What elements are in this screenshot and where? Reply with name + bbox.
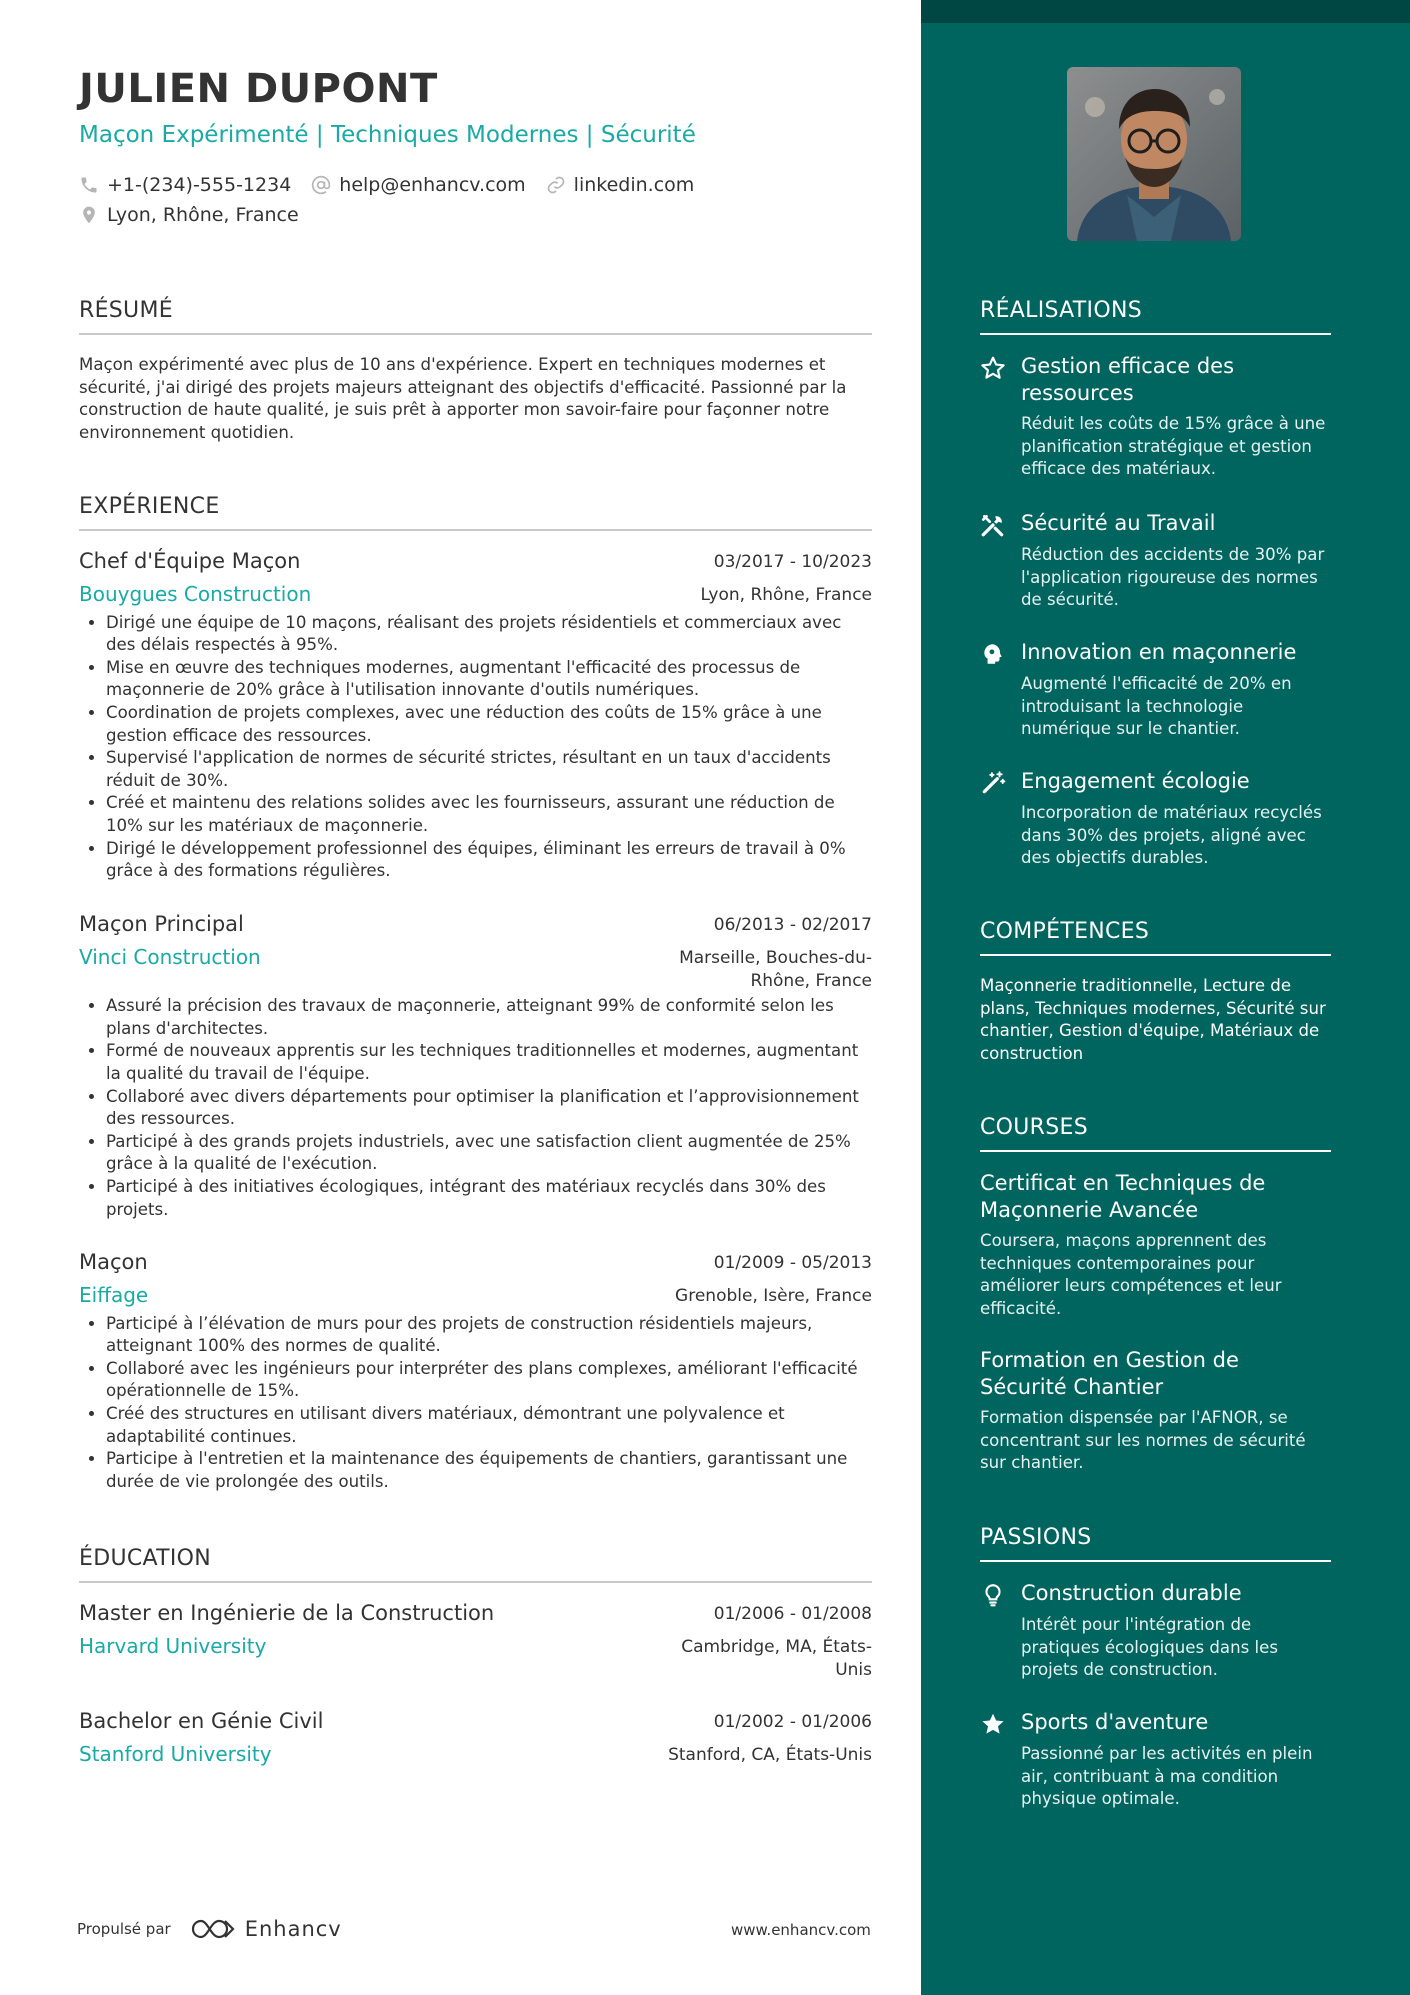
summary-text: Maçon expérimenté avec plus de 10 ans d'expérience. Expert en techniques modernes et sécurité, j'ai dirigé des projets majeurs atteignant des objectifs d'efficacité. Passionné par la construction de haute qualité, je suis prêt à apporter mon savoir-faire pour façonner notre environnement quotidien.	[79, 355, 847, 442]
job-title: Maçon Principal	[79, 912, 244, 936]
education-degree: Bachelor en Génie Civil	[79, 1709, 324, 1733]
passion-desc: Passionné par les activités en plein air, contribuant à ma condition physique optimale.	[1021, 1744, 1313, 1809]
job-bullets	[79, 995, 872, 1221]
contact-info	[79, 170, 879, 230]
skills-section-title: COMPÉTENCES	[980, 919, 1331, 956]
achievement-desc: Incorporation de matériaux recyclés dans 30% des projets, aligné avec des objectifs durables.	[1021, 803, 1322, 868]
job-dates: 03/2017 - 10/2023	[713, 552, 872, 572]
achievement-title: Innovation en maçonnerie	[1021, 640, 1297, 664]
magic-wand-icon	[980, 770, 1006, 796]
achievement-desc: Augmenté l'efficacité de 20% en introduisant la technologie numérique sur le chantier.	[1021, 674, 1292, 739]
job-bullet: • Participé à l’élévation de murs pour des projets de construction résidentiels majeurs, atteignant 100% des normes de qualité.	[106, 1313, 872, 1358]
education-entry	[79, 1709, 872, 1767]
achievement-desc: Réduit les coûts de 15% grâce à une planification stratégique et gestion efficace des matériaux.	[1021, 414, 1326, 479]
profile-photo	[1067, 67, 1241, 241]
job-bullet: • Supervisé l'application de normes de sécurité strictes, résultant en un taux d'accidents réduit de 30%.	[106, 747, 872, 792]
passions-section-title: PASSIONS	[980, 1525, 1331, 1562]
footer-website[interactable]: www.enhancv.com	[731, 1921, 871, 1939]
contact-location	[79, 204, 299, 226]
achievement-item	[980, 639, 1331, 741]
passion-title: Construction durable	[1021, 1581, 1242, 1605]
education-school: Harvard University	[79, 1634, 267, 1658]
job-bullets	[79, 1313, 872, 1494]
job-bullets	[79, 612, 872, 883]
education-school: Stanford University	[79, 1742, 272, 1766]
star-filled-icon	[980, 1711, 1006, 1737]
education-dates: 01/2002 - 01/2006	[713, 1712, 872, 1732]
job-bullet: • Assuré la précision des travaux de maçonnerie, atteignant 99% de conformité selon les plans d'architectes.	[106, 995, 872, 1040]
job-bullet: • Participe à l'entretien et la maintenance des équipements de chantiers, garantissant une durée de vie prolongée des outils.	[106, 1448, 872, 1493]
sidebar-top-bar	[921, 0, 1410, 23]
education-degree: Master en Ingénierie de la Construction	[79, 1601, 495, 1625]
education-section-title: ÉDUCATION	[79, 1546, 872, 1583]
skills-text: Maçonnerie traditionnelle, Lecture de plans, Techniques modernes, Sécurité sur chantier, Gestion d'équipe, Matériaux de construction	[980, 976, 1326, 1063]
job-location-line: Rhône, France	[750, 970, 872, 991]
job-location-line: Marseille, Bouches-du-	[679, 948, 872, 968]
star-outline-icon	[980, 355, 1006, 381]
job-location: Grenoble, Isère, France	[675, 1286, 872, 1306]
summary-section-title: RÉSUMÉ	[79, 298, 872, 335]
candidate-name: JULIEN DUPONT	[79, 66, 438, 112]
job-title: Maçon	[79, 1250, 148, 1274]
job-location: Lyon, Rhône, France	[700, 585, 872, 605]
job-entry	[79, 1250, 872, 1493]
powered-by-label: Propulsé par	[77, 1920, 171, 1938]
achievements-section-title: RÉALISATIONS	[980, 298, 1331, 335]
education-entry	[79, 1601, 872, 1681]
job-dates: 01/2009 - 05/2013	[713, 1253, 872, 1273]
education-location	[681, 1636, 872, 1681]
phone-icon	[79, 175, 99, 195]
candidate-headline: Maçon Expérimenté | Techniques Modernes | Sécurité	[79, 122, 696, 148]
contact-link[interactable]	[546, 174, 695, 196]
education-dates: 01/2006 - 01/2008	[713, 1604, 872, 1624]
achievement-item	[980, 768, 1331, 870]
course-title: Certificat en Techniques de Maçonnerie Avancée	[980, 1171, 1266, 1222]
achievement-item	[980, 353, 1331, 481]
job-dates: 06/2013 - 02/2017	[713, 915, 872, 935]
job-location	[679, 947, 872, 992]
achievement-title: Gestion efficace des ressources	[1021, 354, 1235, 405]
education-location-line: Unis	[835, 1659, 872, 1680]
link-text: linkedin.com	[573, 174, 695, 196]
job-bullet: • Dirigé une équipe de 10 maçons, réalisant des projets résidentiels et commerciaux avec des délais respectés à 95%.	[106, 612, 872, 657]
passion-item	[980, 1709, 1331, 1811]
job-bullet: • Collaboré avec divers départements pour optimiser la planification et l’approvisionnement des ressources.	[106, 1086, 872, 1131]
enhancv-brand: Enhancv	[244, 1917, 342, 1941]
job-bullet: • Collaboré avec les ingénieurs pour interpréter des plans complexes, améliorant l'efficacité opérationnelle de 15%.	[106, 1358, 872, 1403]
job-bullet: • Participé à des initiatives écologiques, intégrant des matériaux recyclés dans 30% des projets.	[106, 1176, 872, 1221]
course-item	[980, 1170, 1331, 1320]
achievement-title: Sécurité au Travail	[1021, 511, 1216, 535]
email-text: help@enhancv.com	[339, 174, 526, 196]
job-bullet: • Dirigé le développement professionnel des équipes, éliminant les erreurs de travail à 0% grâce à des formations régulières.	[106, 838, 872, 883]
contact-phone	[79, 174, 291, 196]
job-bullet: • Formé de nouveaux apprentis sur les techniques traditionnelles et modernes, augmentant la qualité du travail de l'équipe.	[106, 1040, 872, 1085]
passion-desc: Intérêt pour l'intégration de pratiques écologiques dans les projets de construction.	[1021, 1615, 1278, 1680]
lightbulb-icon	[980, 1582, 1006, 1608]
job-entry	[79, 912, 872, 1221]
education-location-line: Cambridge, MA, États-	[681, 1637, 872, 1657]
course-item	[980, 1347, 1331, 1475]
footer-powered-by	[77, 1916, 342, 1942]
job-bullet: • Coordination de projets complexes, avec une réduction des coûts de 15% grâce à une gestion efficace des ressources.	[106, 702, 872, 747]
location-pin-icon	[79, 205, 99, 225]
course-title: Formation en Gestion de Sécurité Chantier	[980, 1348, 1239, 1399]
job-bullet: • Créé et maintenu des relations solides avec les fournisseurs, assurant une réduction de 10% sur les matériaux de maçonnerie.	[106, 792, 872, 837]
job-company: Eiffage	[79, 1283, 149, 1307]
course-desc: Coursera, maçons apprennent des techniques contemporaines pour améliorer leurs compétences et leur efficacité.	[980, 1231, 1282, 1318]
experience-section-title: EXPÉRIENCE	[79, 494, 872, 531]
profile-photo-illustration	[1067, 67, 1241, 241]
achievement-item	[980, 510, 1331, 612]
job-title: Chef d'Équipe Maçon	[79, 549, 301, 573]
achievement-desc: Réduction des accidents de 30% par l'application rigoureuse des normes de sécurité.	[1021, 545, 1325, 610]
education-location: Stanford, CA, États-Unis	[668, 1745, 872, 1765]
brain-icon	[980, 641, 1006, 667]
job-company: Vinci Construction	[79, 945, 261, 969]
passion-title: Sports d'aventure	[1021, 1710, 1209, 1734]
tools-icon	[980, 512, 1006, 538]
job-entry	[79, 549, 872, 883]
location-text: Lyon, Rhône, France	[107, 204, 299, 226]
passion-item	[980, 1580, 1331, 1682]
job-bullet: • Participé à des grands projets industriels, avec une satisfaction client augmentée de 25% grâce à la qualité de l'exécution.	[106, 1131, 872, 1176]
link-icon	[546, 175, 566, 195]
job-bullet: • Mise en œuvre des techniques modernes, augmentant l'efficacité des processus de maçonnerie de 20% grâce à l'utilisation innovante d'outils numériques.	[106, 657, 872, 702]
courses-section-title: COURSES	[980, 1115, 1331, 1152]
job-bullet: • Créé des structures en utilisant divers matériaux, démontrant une polyvalence et adaptabilité continues.	[106, 1403, 872, 1448]
at-sign-icon	[311, 175, 331, 195]
achievement-title: Engagement écologie	[1021, 769, 1250, 793]
contact-email[interactable]	[311, 174, 525, 196]
course-desc: Formation dispensée par l'AFNOR, se concentrant sur les normes de sécurité sur chantier.	[980, 1408, 1306, 1473]
enhancv-logo-icon	[189, 1916, 237, 1942]
phone-text: +1-(234)-555-1234	[107, 174, 292, 196]
job-company: Bouygues Construction	[79, 582, 312, 606]
